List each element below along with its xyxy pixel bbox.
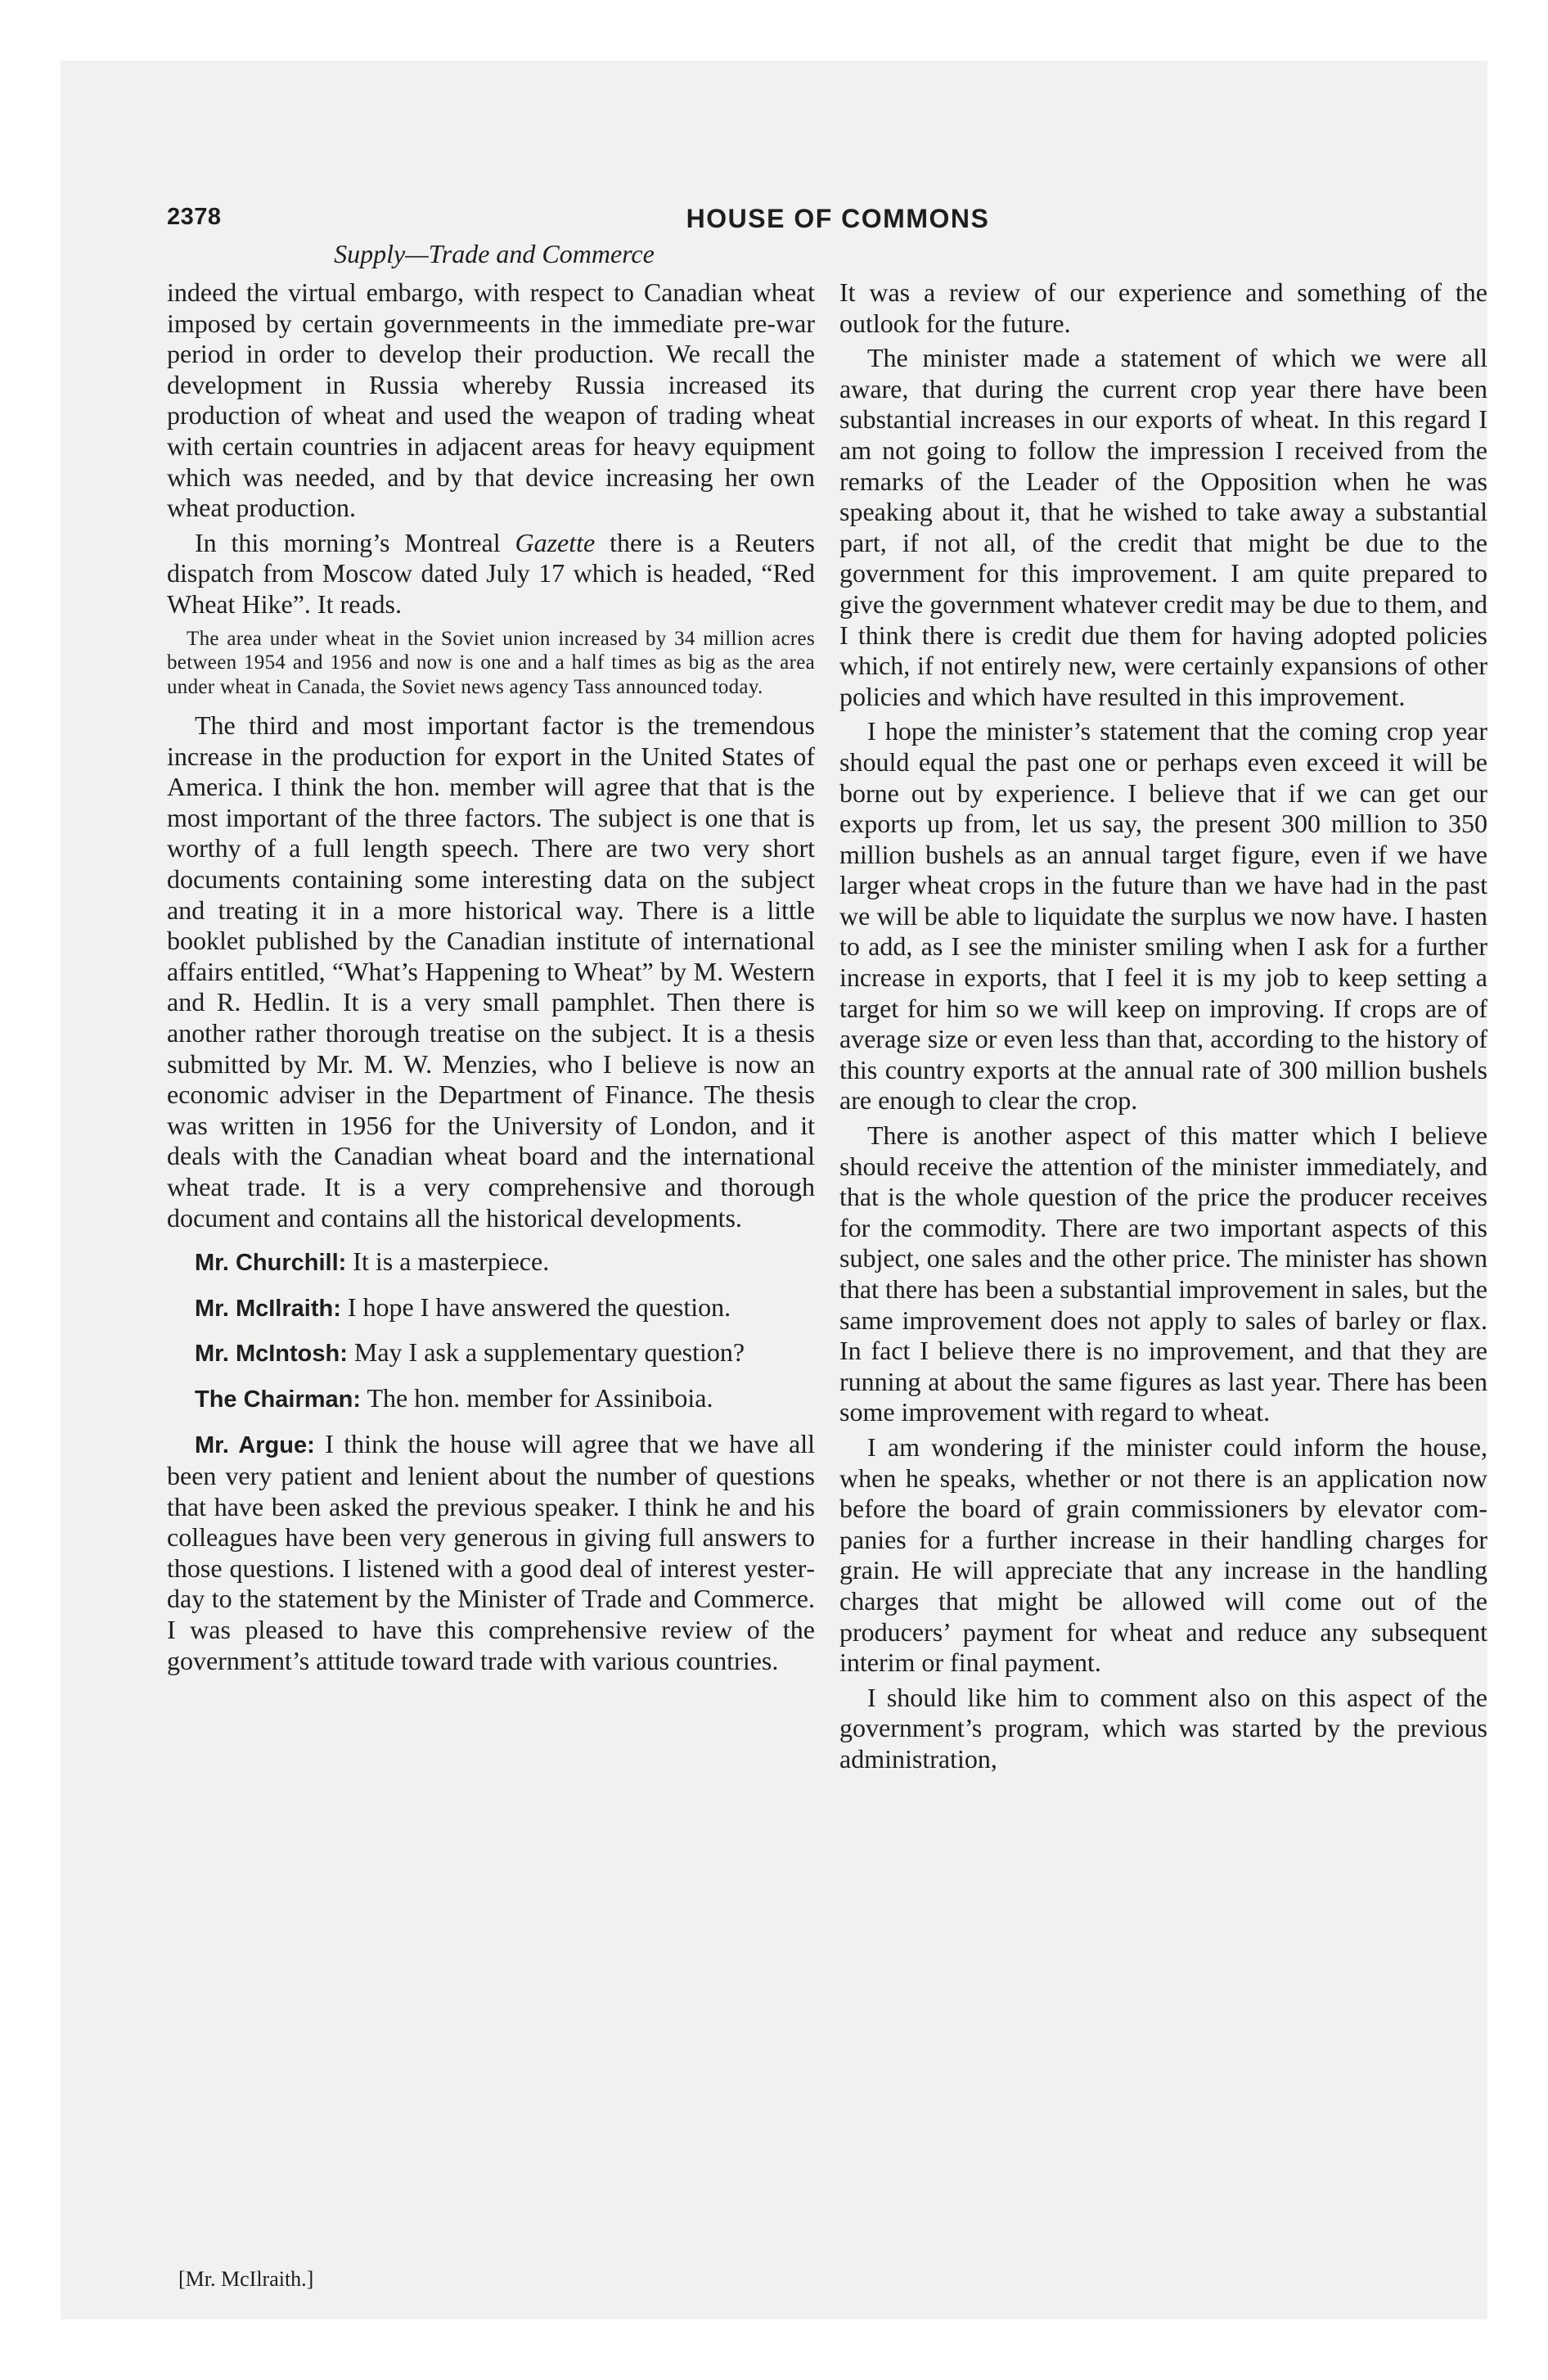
paragraph-text: In this morning’s Montreal bbox=[195, 527, 515, 557]
page-sheet bbox=[61, 61, 1487, 2319]
paragraph bbox=[167, 528, 815, 620]
right-column bbox=[839, 277, 1487, 1779]
speech-entry bbox=[167, 1292, 815, 1325]
paragraph: I should like him to comment also on this aspect of the government’s program, which was started by the previous administration, bbox=[839, 1682, 1487, 1774]
speech-text: May I ask a supplementary question? bbox=[347, 1337, 745, 1368]
page-content bbox=[167, 196, 1509, 2291]
speaker-name: Mr. McIlraith: bbox=[195, 1295, 341, 1322]
speaker-name: Mr. Argue: bbox=[195, 1431, 315, 1458]
speaker-name: Mr. Churchill: bbox=[195, 1250, 347, 1277]
paragraph: I hope the minister’s statement that the coming crop year should equal the past one or perhaps even exceed it will be borne out by experience. I believe that if we can get our exports up from, let us say, the present 300 million to 350 million bushels as an annual target figure, even if we have larger wheat crops in the future than we have had in the past we will be able to liquidate the surplus we now have. I hasten to add, as I see the minister smiling when I ask for a further increase in exports, that I feel it is my job to keep setting a target for him so we will keep on improving. If crops are of average size or even less than that, according to the history of this country exports at the annual rate of 300 million bushels are enough to clear the crop. bbox=[839, 716, 1487, 1116]
paragraph: I am wondering if the minister could inform the house, when he speaks, whether or not there is an application now before the board of grain commissioners by elevator companies for a further increase in their handling charges for grain. He will appreciate that any increase in the handling charges that might be allowed will come out of the producers’ payment for wheat and reduce any subsequent interim or final payment. bbox=[839, 1431, 1487, 1678]
paragraph: There is another aspect of this matter which I believe should receive the attention of the minister immediately, and that is the whole question of the price the producer receives for the commodity. There are two important aspects of this subject, one sales and the other price. The minister has shown that there has been a substantial improvement in sales, but the same improvement does not apply to sales of barley or flax. In fact I believe there is no improvement, and that they are running at about the same figures as last year. There has been some improvement with regard to wheat. bbox=[839, 1120, 1487, 1427]
speech-entry bbox=[167, 1429, 815, 1677]
newspaper-title: Gazette bbox=[515, 527, 596, 557]
section-heading: Supply—Trade and Commerce bbox=[334, 239, 655, 268]
paragraph: The third and most important factor is the tremendous increase in the production for export in the United States of America. I think the hon. member will agree that that is the most important of the three factors. The subject is one that is worthy of a full length speech. There are two very short documents containing some interesting data on the subject and treating it in a more historical way. There is a little booklet published by the Canadian institute of international affairs entitled, “What’s Happening to Wheat” by M. Western and R. Hedlin. It is a very small pamphlet. Then there is another rather thorough treatise on the subject. It is a thesis submitted by Mr. M. W. Menzies, who I believe is now an economic adviser in the Department of Finance. The thesis was written in 1956 for the University of London, and it deals with the Canadian wheat board and the international wheat trade. It is a very comprehensive and thorough document and contains all the historical developments. bbox=[167, 710, 815, 1233]
speech-entry bbox=[167, 1383, 815, 1416]
paragraph: The minister made a statement of which we were all aware, that during the current crop year there have been substantial increases in our exports of wheat. In this regard I am not going to follow the impression I received from the remarks of the Leader of the Opposition when he was speaking about it, that he wished to take away a substantial part, if not all, of the credit that might be due to the government for this improvement. I am quite prepared to give the government whatever credit may be due to them, and I think there is credit due them for having adopted policies which, if not entirely new, were certainly expansions of other policies and which have resulted in this improvement. bbox=[839, 343, 1487, 711]
left-column bbox=[167, 277, 815, 1680]
running-head: HOUSE OF COMMONS bbox=[686, 204, 990, 233]
speech-text: The hon. member for Assiniboia. bbox=[361, 1382, 713, 1413]
speech-text: It is a masterpiece. bbox=[346, 1246, 550, 1277]
speech-entry bbox=[167, 1246, 815, 1279]
speech-entry bbox=[167, 1337, 815, 1370]
speaker-name: The Chairman: bbox=[195, 1386, 362, 1413]
paragraph: It was a review of our experience and something of the outlook for the future. bbox=[839, 277, 1487, 338]
page-number: 2378 bbox=[167, 204, 222, 230]
paragraph: indeed the virtual embargo, with respect to Canadian wheat imposed by certain governmeents in the immediate pre-war period in order to develop their production. We recall the development in Russia whereby Russia increased its production of wheat and used the weapon of trading wheat with certain countries in adjacent areas for heavy equipment which was needed, and by that device increasing her own wheat production. bbox=[167, 277, 815, 523]
paragraph-text: there is a Reuters dispatch from Moscow dated July 17 which is headed, “Red Wheat Hike”. It reads. bbox=[167, 527, 815, 619]
speech-text: I hope I have answered the question. bbox=[340, 1291, 731, 1322]
footer-attribution: [Mr. McIlraith.] bbox=[178, 2267, 314, 2291]
block-quote: The area under wheat in the Soviet union increased by 34 million acres between 1954 and 1956 and now is one and a half times as big as the area under wheat in Canada, the Soviet news agency Tass announced today. bbox=[167, 627, 815, 698]
speaker-name: Mr. McIntosh: bbox=[195, 1341, 348, 1368]
speech-text: I think the house will agree that we have all been very patient and lenient about the number of questions that have been asked the previous speaker. I think he and his colleagues have been very generous in giving full answers to those questions. I listened with a good deal of interest yesterday to the statement by the Minister of Trade and Commerce. I was pleased to have this comprehensive review of the government’s attitude toward trade with various countries. bbox=[167, 1428, 816, 1675]
